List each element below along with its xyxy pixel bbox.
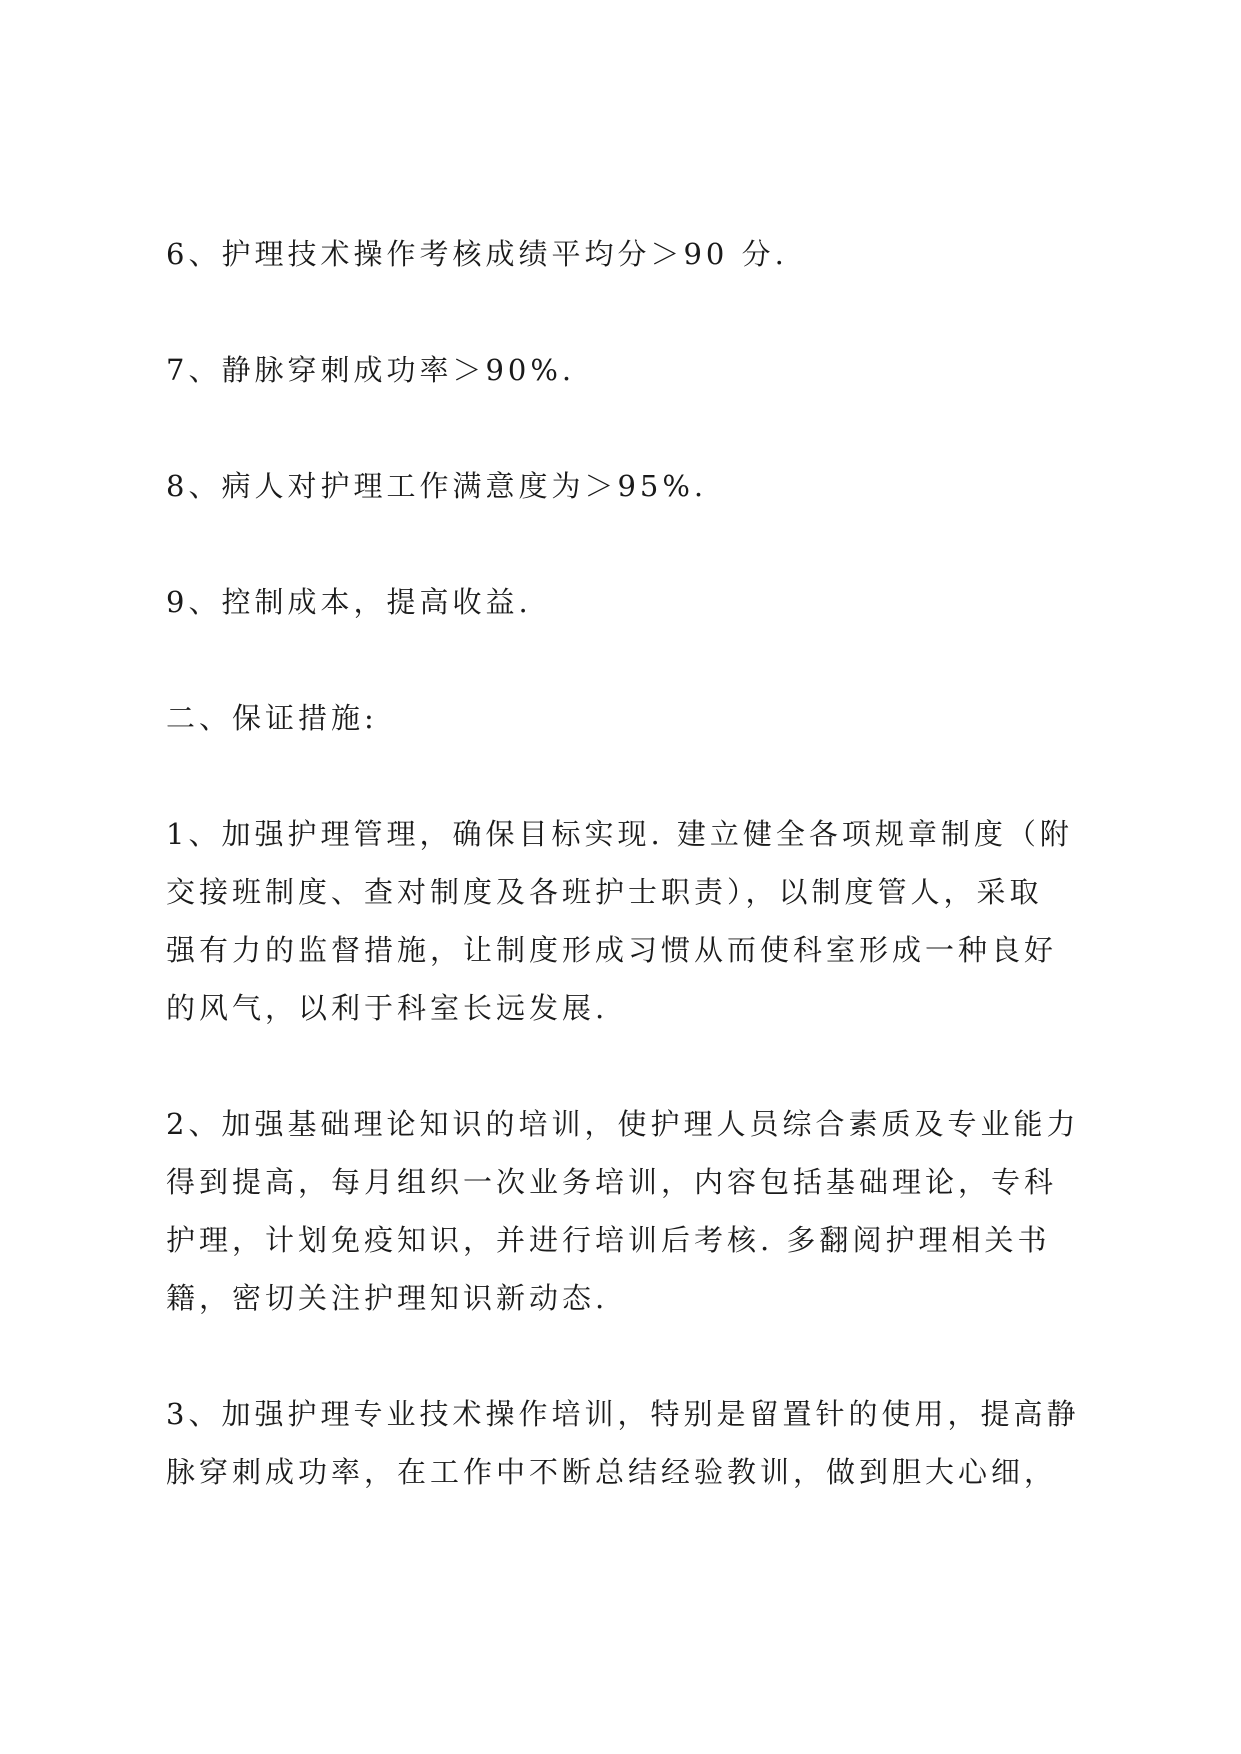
item-8-line: 8、病人对护理工作满意度为＞95%.	[166, 469, 708, 503]
paragraph-2-line-2: 得到提高，每月组织一次业务培训，内容包括基础理论，专科	[166, 1165, 1058, 1199]
paragraph-2-line-4: 籍，密切关注护理知识新动态.	[166, 1281, 609, 1315]
item-9-line: 9、控制成本，提高收益.	[166, 585, 532, 619]
paragraph-2-line-3: 护理，计划免疫知识，并进行培训后考核. 多翻阅护理相关书	[166, 1223, 1051, 1257]
paragraph-1-line-2: 交接班制度、查对制度及各班护士职责），以制度管人，采取	[166, 875, 1043, 909]
paragraph-1-line-1: 1、加强护理管理，确保目标实现. 建立健全各项规章制度（附	[166, 817, 1073, 851]
paragraph-1-line-3: 强有力的监督措施，让制度形成习惯从而使科室形成一种良好	[166, 933, 1058, 967]
item-7-line: 7、静脉穿刺成功率＞90%.	[166, 353, 576, 387]
paragraph-3-line-2: 脉穿刺成功率，在工作中不断总结经验教训，做到胆大心细，	[166, 1455, 1058, 1489]
paragraph-3-line-1: 3、加强护理专业技术操作培训，特别是留置针的使用，提高静	[166, 1397, 1080, 1431]
item-6-line: 6、护理技术操作考核成绩平均分＞90 分.	[166, 237, 788, 271]
section-heading: 二、保证措施:	[166, 701, 378, 735]
paragraph-1-line-4: 的风气，以利于科室长远发展.	[166, 991, 609, 1025]
paragraph-2-line-1: 2、加强基础理论知识的培训，使护理人员综合素质及专业能力	[166, 1107, 1080, 1141]
